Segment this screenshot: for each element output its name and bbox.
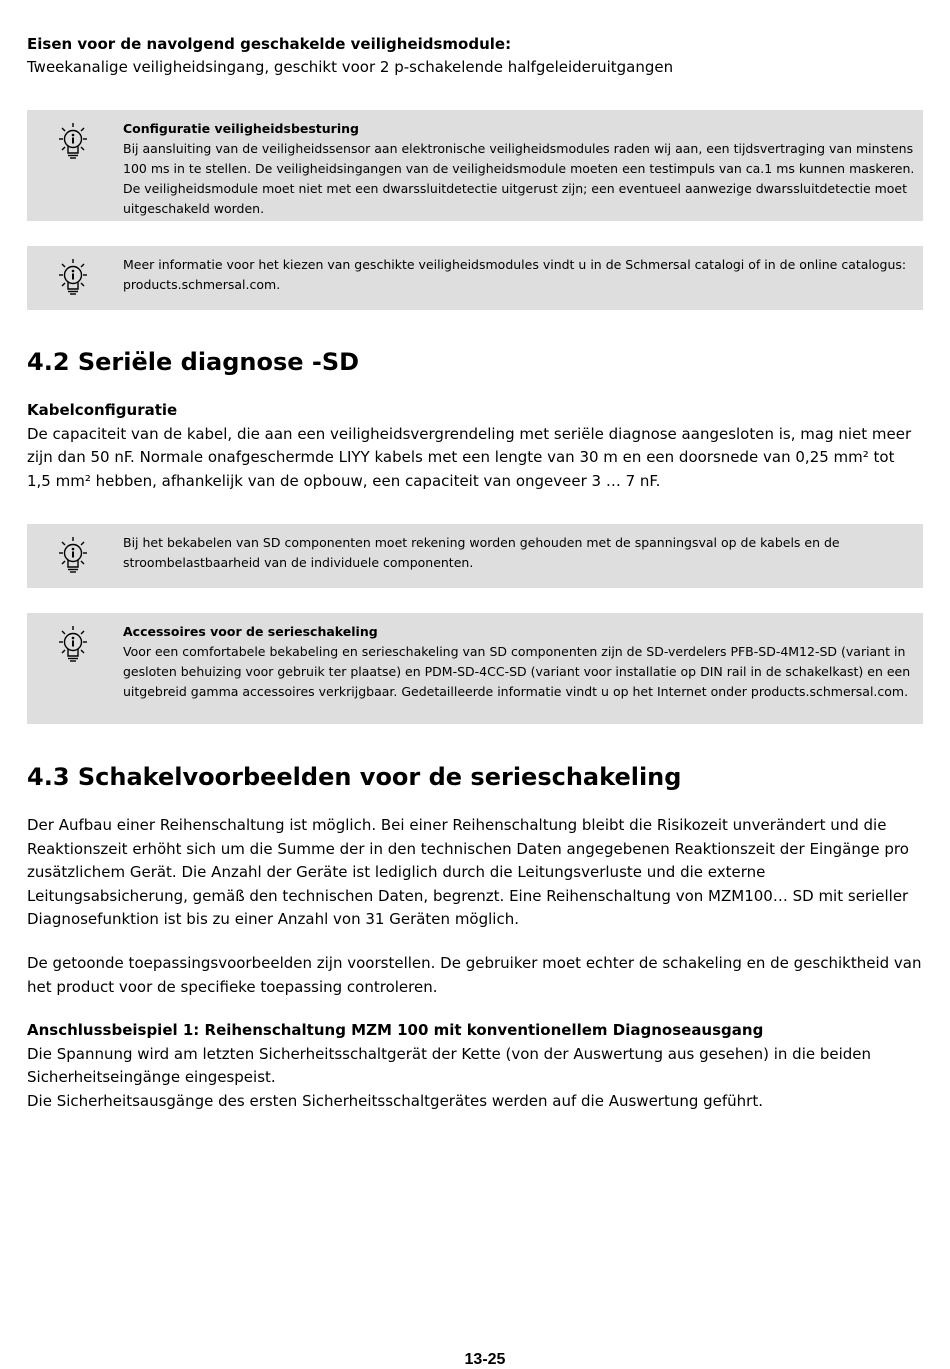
- series-connection-paragraph: Der Aufbau einer Reihenschaltung ist möglich. Bei einer Reihenschaltung bleibt die Risikozeit unverändert und die Reaktionszeit erhöht sich um die Summe der in den technischen Daten angegebenen Reaktionszeit der Eingänge pro zusätzlichem Gerät. Die Anzahl der Geräte ist lediglich durch die Leitungsverluste und die externe Leitungsabsicherung, gemäß den technischen Daten, begrenzt. Eine Reihenschaltung von MZM100… SD mit serieller Diagnosefunktion ist bis zu einer Anzahl von 31 Geräten möglich.: [27, 816, 909, 928]
- application-examples-paragraph: De getoonde toepassingsvoorbeelden zijn voorstellen. De gebruiker moet echter de schakeling en de geschiktheid van het product voor de specifieke toepassing controleren.: [27, 954, 922, 996]
- note-body: Meer informatie voor het kiezen van geschikte veiligheidsmodules vindt u in de Schmersal catalogi of in de online catalogus: products.schmersal.com.: [123, 257, 907, 292]
- lightbulb-info-icon: [54, 534, 92, 576]
- cable-config-text: De capaciteit van de kabel, die aan een veiligheidsvergrendeling met seriële diagnose aangesloten is, mag niet meer zijn dan 50 nF. Normale onafgeschermde LIYY kabels met een lengte van 30 m en een doorsnede van 0,25 mm² tot 1,5 mm² hebben, afhankelijk van de opbouw, een capaciteit van ongeveer 3 … 7 nF.: [27, 424, 912, 490]
- connection-example-heading: Anschlussbeispiel 1: Reihenschaltung MZM 100 mit konventionellem Diagnoseausgang: [27, 1021, 764, 1039]
- lightbulb-info-icon: [54, 120, 92, 162]
- note-text-block: [123, 255, 917, 295]
- note-more-information: [27, 246, 923, 310]
- intro-heading: Eisen voor de navolgend geschakelde veiligheidsmodule:: [27, 35, 512, 53]
- note-body: Bij aansluiting van de veiligheidssensor aan elektronische veiligheidsmodules raden wij aan, een tijdsvertraging van minstens 100 ms in te stellen. De veiligheidsingangen van de veiligheidsmodule moeten een testimpuls van ca.1 ms kunnen maskeren. De veiligheidsmodule moet niet met een dwarssluitdetectie uitgerust zijn; een eventueel aanwezige dwarssluitdetectie moet uitgeschakeld worden.: [123, 141, 915, 216]
- cable-config-heading: Kabelconfiguratie: [27, 401, 178, 419]
- intro-block: [27, 33, 923, 79]
- page-number: 13-25: [464, 1351, 506, 1368]
- note-text-block: [123, 119, 917, 219]
- note-accessories: [27, 613, 923, 724]
- note-sd-wiring: [27, 524, 923, 588]
- lightbulb-info-icon: [54, 256, 92, 298]
- section-4-2-body: [27, 399, 923, 493]
- intro-text: Tweekanalige veiligheidsingang, geschikt voor 2 p-schakelende halfgeleideruitgangen: [27, 58, 674, 76]
- connection-example-1: [27, 1019, 923, 1113]
- connection-example-line-1: Die Spannung wird am letzten Sicherheitsschaltgerät der Kette (von der Auswertung aus gesehen) in die beiden Sicherheitseingänge eingespeist.: [27, 1044, 872, 1086]
- note-configuration: [27, 110, 923, 221]
- note-text-block: [123, 533, 917, 573]
- note-text-block: [123, 622, 917, 702]
- lightbulb-info-icon: [54, 623, 92, 665]
- note-body: Voor een comfortabele bekabeling en serieschakeling van SD componenten zijn de SD-verdelers PFB-SD-4M12-SD (variant in gesloten behuizing voor gebruik ter plaatse) en PDM-SD-4CC-SD (variant voor installatie op DIN rail in de schakelkast) en een uitgebreid gamma accessoires verkrijgbaar. Gedetailleerde informatie vindt u op het Internet onder products.schmersal.com.: [123, 644, 911, 699]
- section-4-3-title: 4.3 Schakelvoorbeelden voor de serieschakeling: [27, 763, 682, 791]
- connection-example-line-2: Die Sicherheitsausgänge des ersten Sicherheitsschaltgerätes werden auf die Auswertung geführt.: [27, 1091, 764, 1110]
- note-body: Bij het bekabelen van SD componenten moet rekening worden gehouden met de spanningsval op de kabels en de stroombelastbaarheid van de individuele componenten.: [123, 535, 840, 570]
- note-title: Configuratie veiligheidsbesturing: [123, 121, 359, 136]
- note-title: Accessoires voor de serieschakeling: [123, 624, 378, 639]
- section-4-2-title: 4.2 Seriële diagnose -SD: [27, 348, 360, 376]
